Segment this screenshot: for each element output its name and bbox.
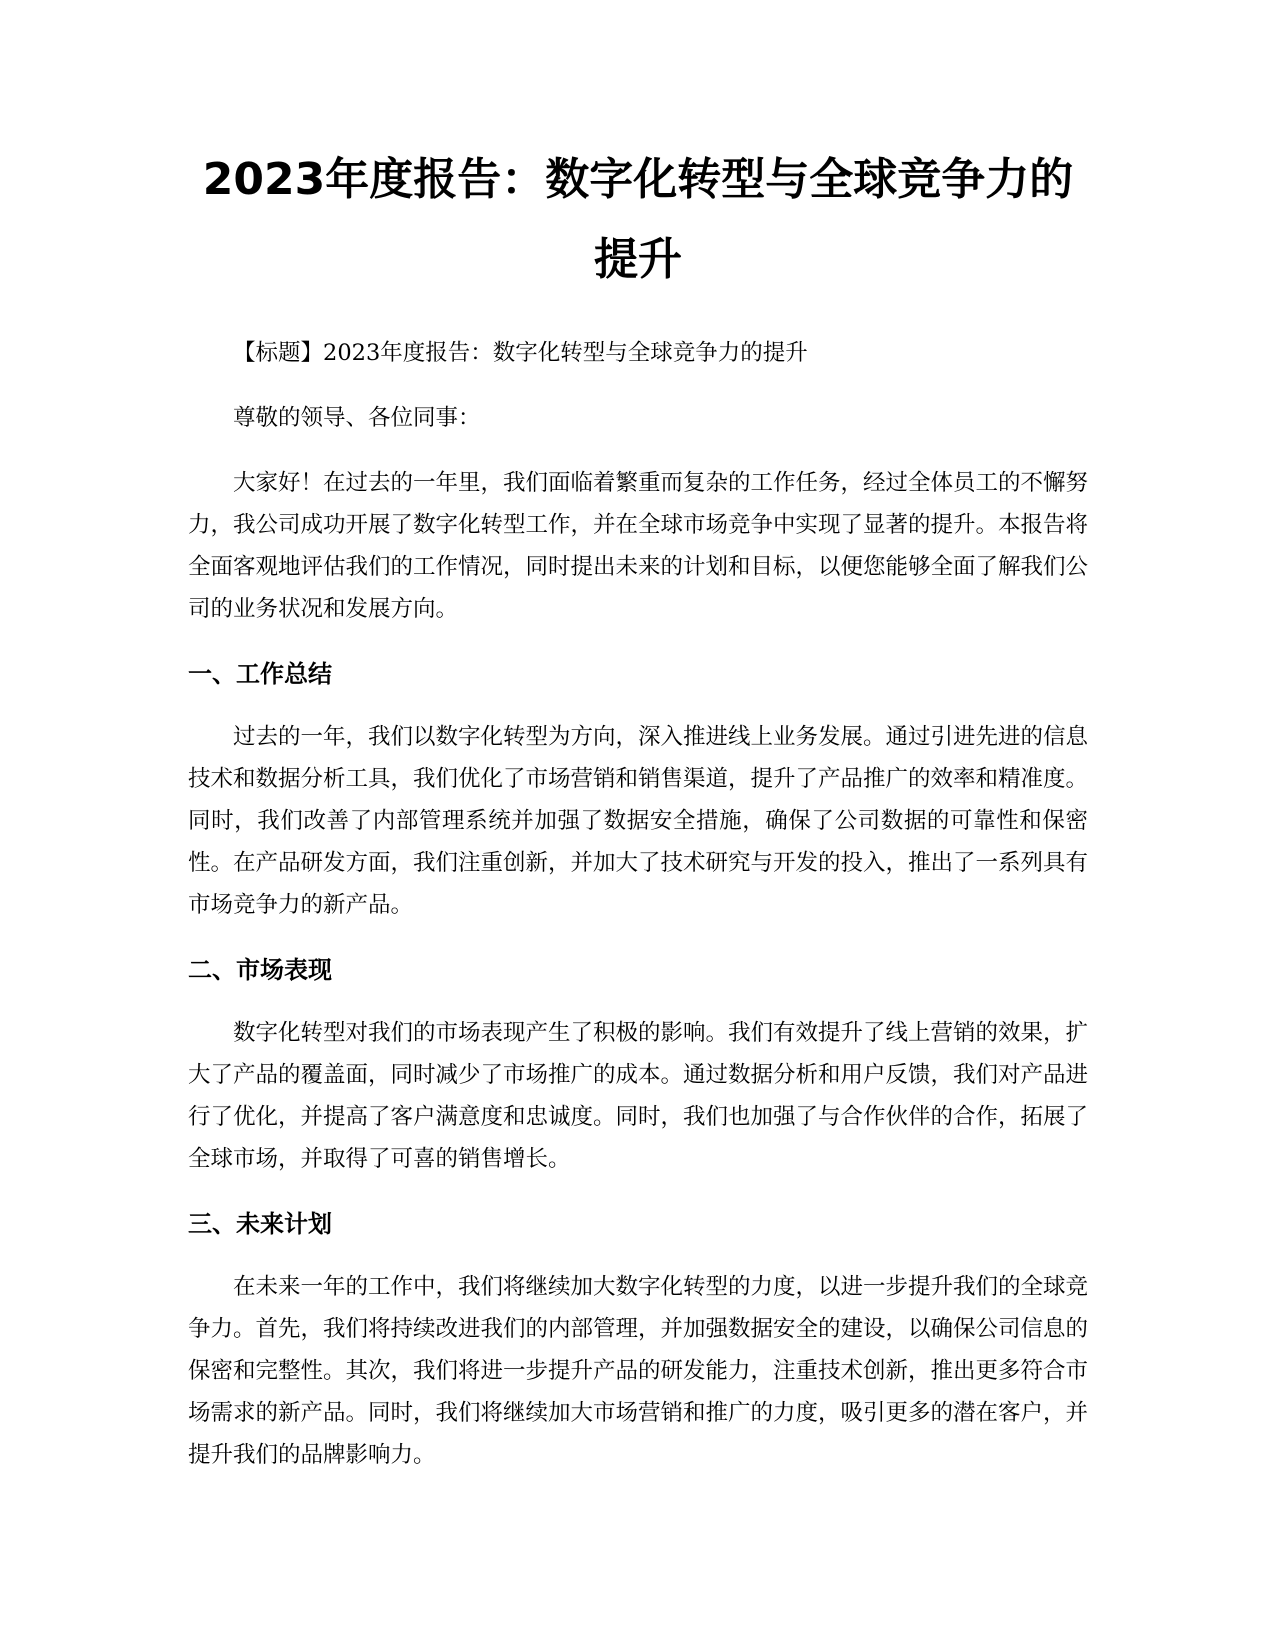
greeting: 尊敬的领导、各位同事： — [233, 405, 481, 431]
intro-paragraph: 大家好！在过去的一年里，我们面临着繁重而复杂的工作任务，经过全体员工的不懈努力，我公司成功开展了数字化转型工作，并在全球市场竞争中实现了显著的提升。本报告将全面客观地评估我们的工作情况，同时提出未来的计划和目标，以便您能够全面了解我们公司的业务状况和发展方向。 — [188, 470, 1089, 622]
section-future-plan — [188, 1204, 1088, 1476]
section-heading: 二、市场表现 — [188, 956, 332, 984]
section-heading: 三、未来计划 — [188, 1210, 332, 1238]
section-body: 过去的一年，我们以数字化转型为方向，深入推进线上业务发展。通过引进先进的信息技术和数据分析工具，我们优化了市场营销和销售渠道，提升了产品推广的效率和精准度。同时，我们改善了内部管理系统并加强了数据安全措施，确保了公司数据的可靠性和保密性。在产品研发方面，我们注重创新，并加大了技术研究与开发的投入，推出了一系列具有市场竞争力的新产品。 — [188, 724, 1089, 918]
section-work-summary — [188, 654, 1088, 926]
title-label-line: 【标题】2023年度报告：数字化转型与全球竞争力的提升 — [233, 340, 808, 366]
section-market-performance — [188, 950, 1088, 1180]
document-page — [188, 0, 1088, 1476]
section-body: 在未来一年的工作中，我们将继续加大数字化转型的力度，以进一步提升我们的全球竞争力。首先，我们将持续改进我们的内部管理，并加强数据安全的建设，以确保公司信息的保密和完整性。其次，我们将进一步提升产品的研发能力，注重技术创新，推出更多符合市场需求的新产品。同时，我们将继续加大市场营销和推广的力度，吸引更多的潜在客户，并提升我们的品牌影响力。 — [188, 1274, 1089, 1468]
section-heading: 一、工作总结 — [188, 660, 332, 688]
section-body: 数字化转型对我们的市场表现产生了积极的影响。我们有效提升了线上营销的效果，扩大了产品的覆盖面，同时减少了市场推广的成本。通过数据分析和用户反馈，我们对产品进行了优化，并提高了客户满意度和忠诚度。同时，我们也加强了与合作伙伴的合作，拓展了全球市场，并取得了可喜的销售增长。 — [188, 1020, 1089, 1172]
document-title: 2023年度报告：数字化转型与全球竞争力的提升 — [202, 154, 1074, 285]
